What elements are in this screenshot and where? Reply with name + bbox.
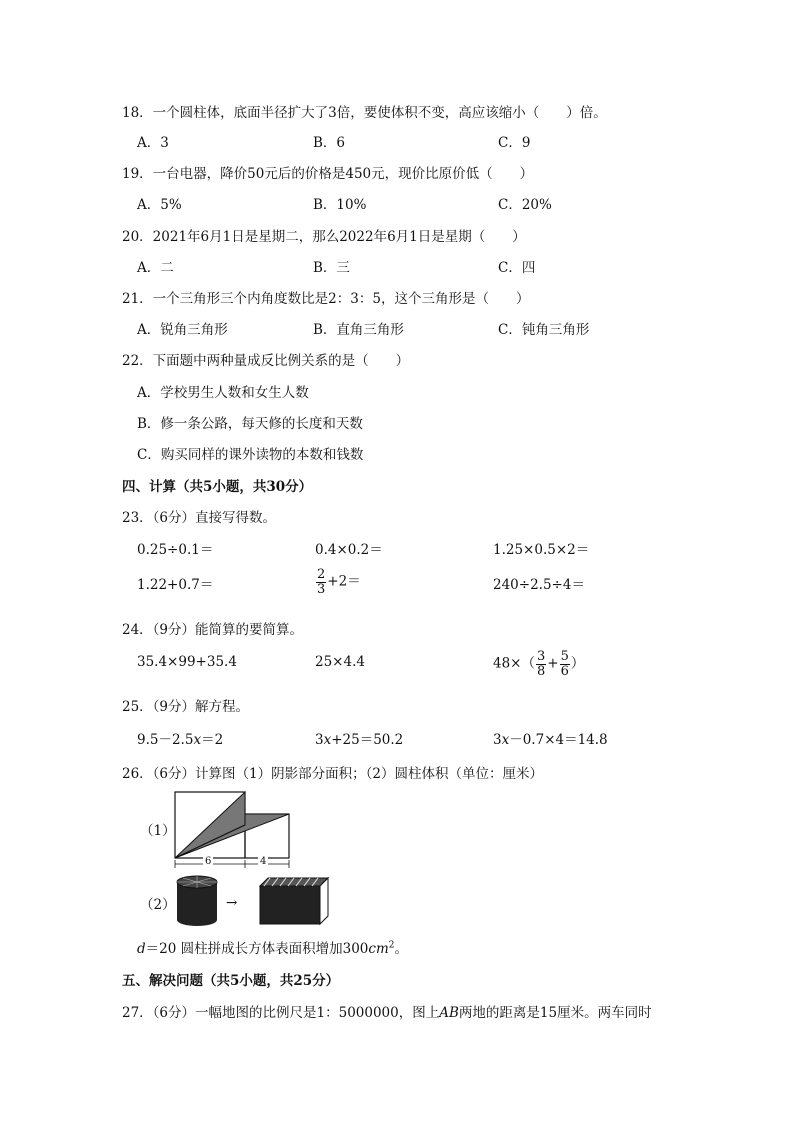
question-21-stem: 21．一个三角形三个内角度数比是2：3：5，这个三角形是（ ） [122, 291, 530, 307]
question-23-item-1: 0.25÷0.1＝ [137, 542, 214, 558]
question-22-stem: 22．下面题中两种量成反比例关系的是（ ） [122, 353, 410, 369]
fraction: $\frac{2}{3}$ [317, 567, 326, 597]
fraction: $\frac{5}{6}$ [560, 649, 569, 679]
question-20-option-b: B．三 [313, 260, 350, 276]
question-23-item-3: 1.25×0.5×2＝ [493, 542, 590, 558]
figure-2-label: （2） [140, 897, 176, 913]
question-26-note: d＝20 圆柱拼成长方体表面积增加$300cm^2$。 [137, 940, 409, 957]
question-18-stem: 18．一个圆柱体，底面半径扩大了3倍，要使体积不变，高应该缩小（ ）倍。 [122, 105, 607, 121]
question-22-option-c: C．购买同样的课外读物的本数和钱数 [137, 447, 364, 463]
question-25-stem: 25．（9分）解方程。 [122, 699, 250, 715]
question-21-option-a: A．锐角三角形 [137, 322, 228, 338]
question-23-item-2: 0.4×0.2＝ [315, 542, 383, 558]
question-24-item-3: 48×（ $\frac{3}{8}$ + $\frac{5}{6}$ ） [493, 649, 585, 679]
question-19-option-a: A．5% [137, 197, 182, 213]
question-23-item-4: 1.22+0.7＝ [137, 577, 214, 593]
figure-1-shaded-area-diagram [170, 790, 300, 870]
question-26-stem: 26．（6分）计算图（1）阴影部分面积；（2）圆柱体积（单位：厘米） [122, 766, 543, 782]
fraction: $\frac{3}{8}$ [537, 649, 546, 679]
figure-1-shaded-triangle-1 [175, 792, 245, 858]
question-25-equation-1: 9.5－2.5x＝2 [137, 732, 224, 748]
dimension-6: 6 [205, 856, 212, 867]
cylinder-icon [175, 874, 219, 928]
question-25-equation-3: 3x－0.7×4＝14.8 [493, 732, 608, 748]
section-4-title: 四、计算（共5小题，共30分） [122, 479, 313, 495]
question-22-option-b: B．修一条公路，每天修的长度和天数 [137, 416, 363, 432]
arrow-icon: → [226, 895, 238, 911]
question-23-stem: 23．（6分）直接写得数。 [122, 510, 277, 526]
question-21-option-c: C．钝角三角形 [498, 322, 590, 338]
question-27-stem: 27．（6分）一幅地图的比例尺是1：5000000，图上AB两地的距离是15厘米。两车同时 [122, 1005, 652, 1021]
question-19-stem: 19．一台电器，降价50元后的价格是450元，现价比原价低（ ） [122, 166, 534, 182]
question-20-option-c: C．四 [498, 260, 536, 276]
question-21-option-b: B．直角三角形 [313, 322, 404, 338]
figure-1-label: （1） [140, 823, 176, 839]
question-20-stem: 20．2021年6月1日是星期二，那么2022年6月1日是星期（ ） [122, 229, 526, 245]
question-18-option-a: A．3 [137, 135, 169, 151]
question-18-option-b: B．6 [313, 135, 346, 151]
question-22-option-a: A．学校男生人数和女生人数 [137, 385, 309, 401]
question-24-item-2: 25×4.4 [315, 654, 365, 670]
question-25-equation-2: 3x+25＝50.2 [315, 732, 404, 748]
dimension-4: 4 [260, 856, 267, 867]
question-18-option-c: C．9 [498, 135, 531, 151]
question-20-option-a: A．二 [137, 260, 174, 276]
question-23-item-5: $\frac{2}{3}$ +2＝ [317, 567, 361, 597]
question-19-option-b: B．10% [313, 197, 367, 213]
question-23-item-6: 240÷2.5÷4＝ [493, 577, 585, 593]
question-19-option-c: C．20% [498, 197, 552, 213]
question-24-stem: 24．（9分）能简算的要简算。 [122, 622, 304, 638]
question-24-item-1: 35.4×99+35.4 [137, 654, 237, 670]
cuboid-icon [256, 876, 332, 928]
section-5-title: 五、解决问题（共5小题，共25分） [122, 973, 340, 989]
